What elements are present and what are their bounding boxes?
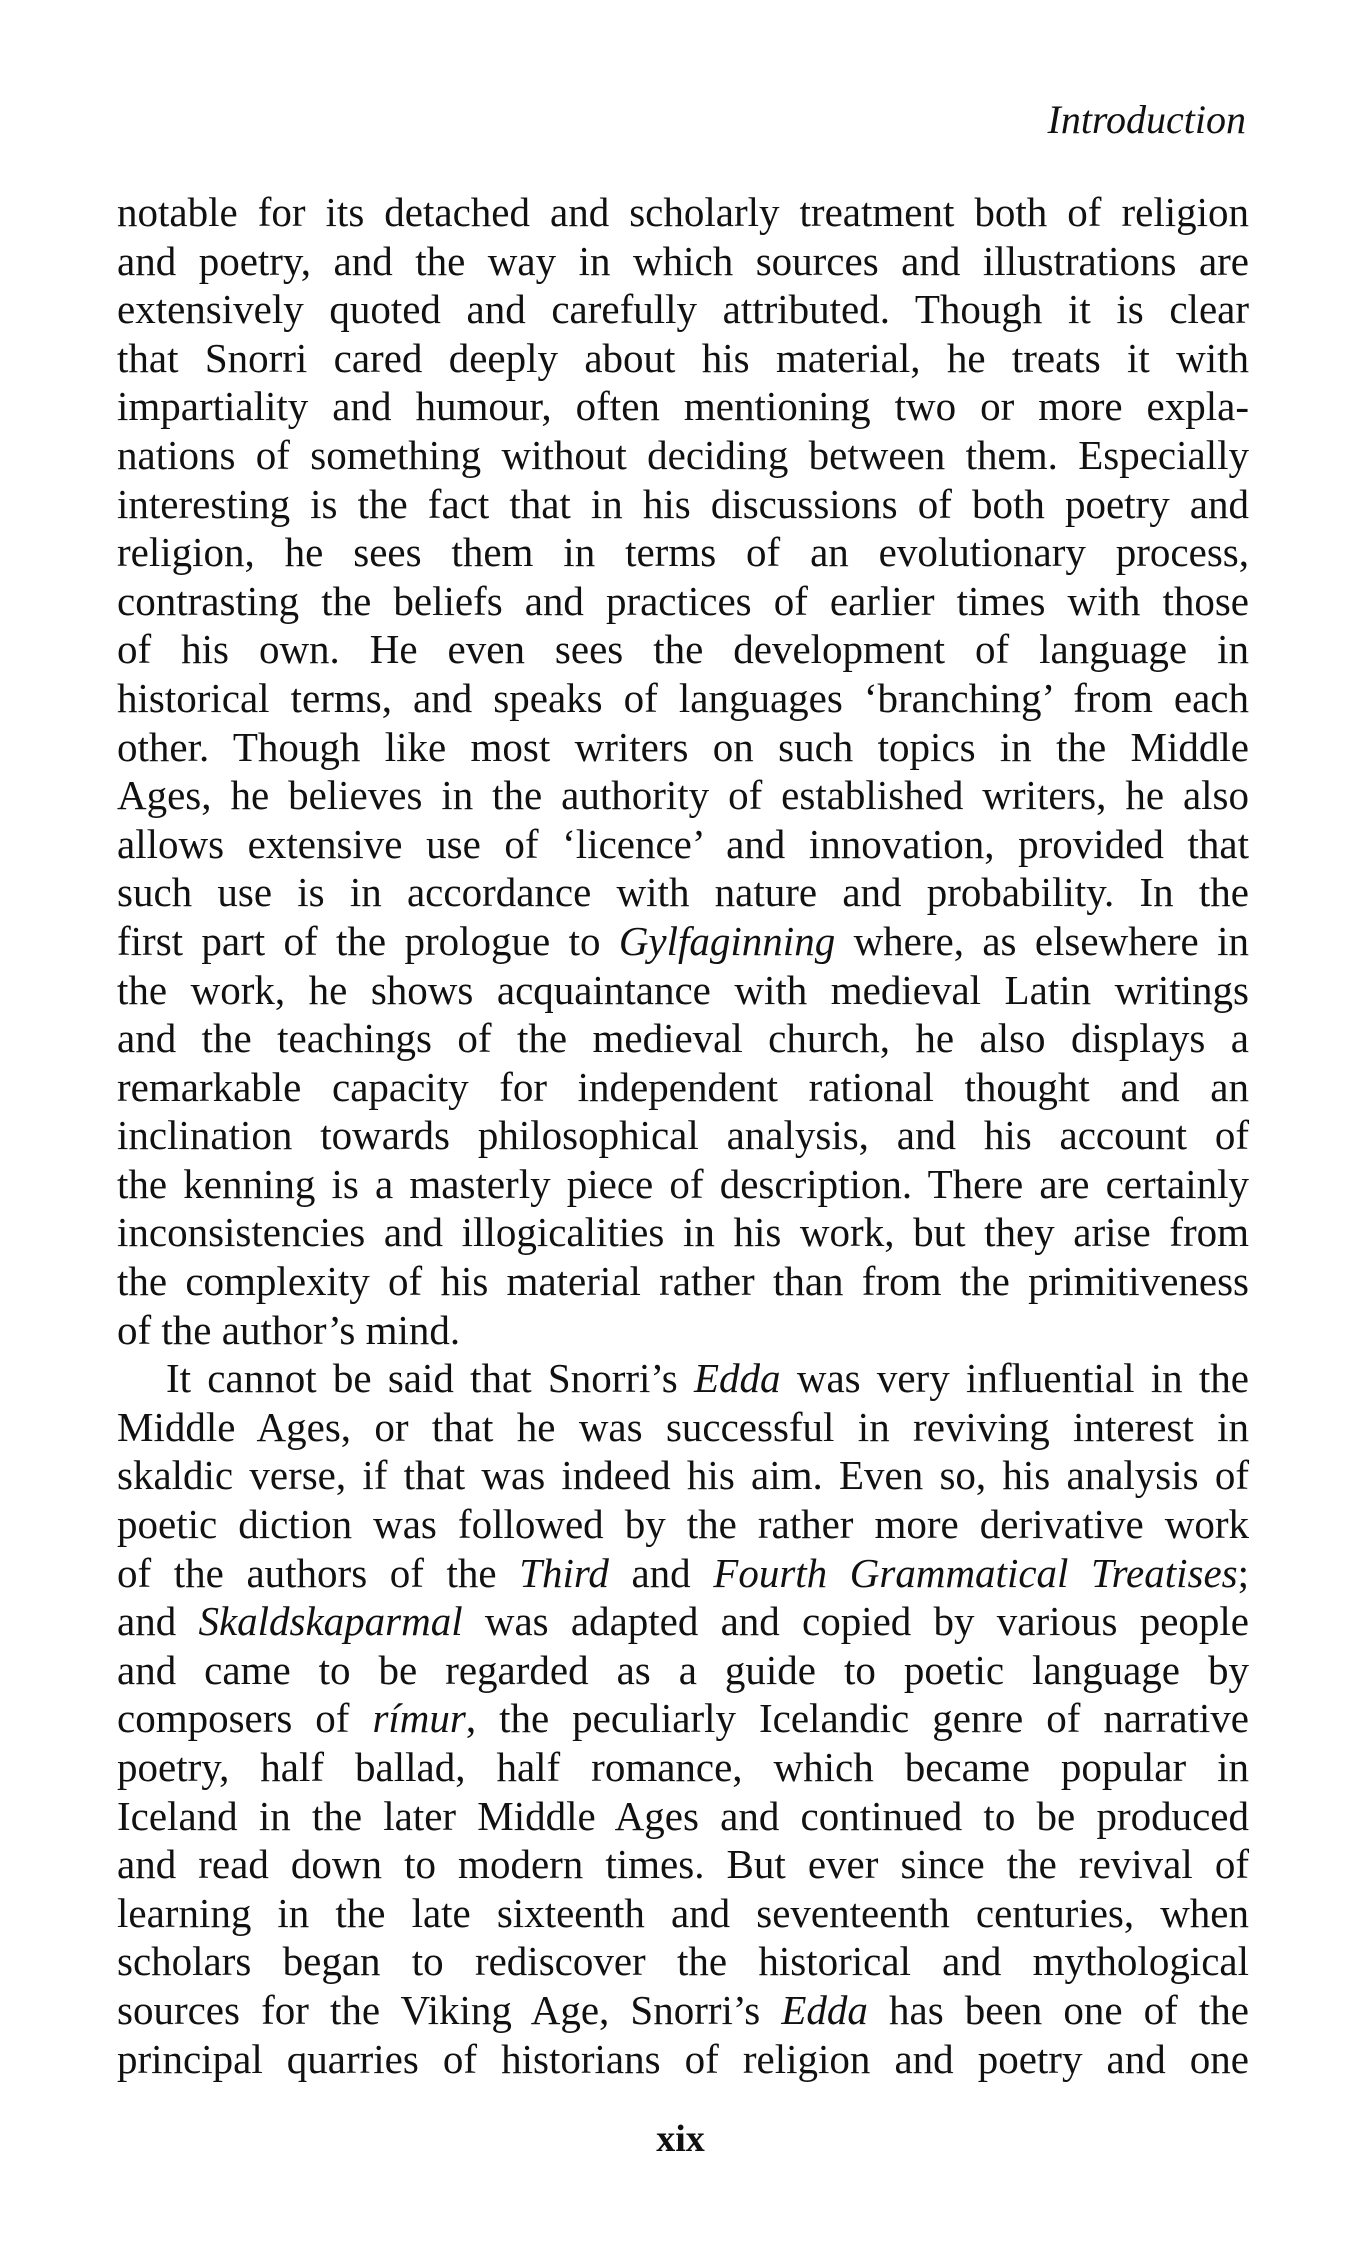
text-line xyxy=(117,1986,1249,2035)
text-line: historical terms, and speaks of languages ‘branching’ from each xyxy=(117,674,1249,721)
text-line: and came to be regarded as a guide to poetic language by xyxy=(117,1646,1249,1693)
text-line: Iceland in the later Middle Ages and continued to be produced xyxy=(117,1792,1249,1839)
text-line: that Snorri cared deeply about his material, he treats it with xyxy=(117,334,1249,381)
work-title: Gylfaginning xyxy=(618,917,836,964)
text-segment: of the authors of the xyxy=(117,1549,520,1596)
text-line: and read down to modern times. But ever since the revival of xyxy=(117,1841,1249,1888)
text-line xyxy=(117,1694,1249,1743)
text-line: the work, he shows acquaintance with medieval Latin writings xyxy=(117,966,1249,1013)
text-segment: , the peculiarly Icelandic genre of narrative xyxy=(465,1695,1249,1742)
text-segment: and xyxy=(608,1549,714,1596)
text-line: allows extensive use of ‘licence’ and innovation, provided that xyxy=(117,820,1249,867)
text-segment: composers of xyxy=(117,1695,373,1742)
text-line: and poetry, and the way in which sources and illustrations are xyxy=(117,237,1249,284)
text-segment: ; xyxy=(1237,1549,1250,1596)
text-line xyxy=(117,917,1249,966)
text-line: poetry, half ballad, half romance, which became popular in xyxy=(117,1744,1249,1790)
text-line: learning in the late sixteenth and seventeenth centuries, when xyxy=(117,1889,1249,1936)
text-line: impartiality and humour, often mentioning two or more expla- xyxy=(117,383,1249,430)
text-line: contrasting the beliefs and practices of earlier times with those xyxy=(117,577,1249,624)
work-title: rímur xyxy=(372,1695,466,1742)
text-line: Ages, he believes in the authority of established writers, he also xyxy=(117,772,1249,819)
text-line: other. Though like most writers on such topics in the Middle xyxy=(117,723,1249,770)
text-line: such use is in accordance with nature and probability. In the xyxy=(117,869,1249,916)
text-line: extensively quoted and carefully attributed. Though it is clear xyxy=(117,286,1249,333)
text-line xyxy=(117,1354,1249,1403)
text-segment: first part of the prologue to xyxy=(117,917,619,964)
text-segment: and xyxy=(117,1598,199,1645)
work-title: Skaldskaparmal xyxy=(198,1598,463,1645)
text-line: inclination towards philosophical analysis, and his account of xyxy=(117,1112,1249,1159)
text-line: interesting is the fact that in his discussions of both poetry and xyxy=(117,480,1249,527)
work-title: Edda xyxy=(694,1355,781,1402)
text-line: nations of something without deciding between them. Especially xyxy=(117,431,1249,478)
text-line: of his own. He even sees the development of language in xyxy=(117,626,1249,673)
text-line: notable for its detached and scholarly treatment both of religion xyxy=(117,189,1249,235)
work-title: Edda xyxy=(781,1986,868,2033)
text-line: scholars began to rediscover the historical and mythological xyxy=(117,1938,1249,1985)
text-line: the kenning is a masterly piece of description. There are certainly xyxy=(117,1160,1249,1207)
text-segment: has been one of the xyxy=(867,1986,1249,2033)
text-line: Middle Ages, or that he was successful in reviving interest in xyxy=(117,1403,1249,1450)
page-number: xix xyxy=(656,2118,705,2160)
text-line: and the teachings of the medieval church, he also displays a xyxy=(117,1015,1249,1062)
text-line: principal quarries of historians of religion and poetry and one xyxy=(117,2035,1249,2082)
text-line: remarkable capacity for independent rational thought and an xyxy=(117,1063,1249,1110)
text-segment: was very influential in the xyxy=(780,1355,1249,1402)
text-segment: was adapted and copied by various people xyxy=(462,1598,1249,1645)
text-line: religion, he sees them in terms of an evolutionary process, xyxy=(117,529,1249,576)
text-line: poetic diction was followed by the rather more derivative work xyxy=(117,1501,1249,1548)
text-line: inconsistencies and illogicalities in his work, but they arise from xyxy=(117,1209,1249,1256)
text-line: of the author’s mind. xyxy=(117,1306,461,1353)
work-title: Fourth Grammatical Treatises xyxy=(713,1549,1238,1596)
body-text xyxy=(117,188,1249,2083)
text-line xyxy=(117,1597,1249,1646)
text-segment: It cannot be said that Snorri’s xyxy=(166,1355,695,1402)
text-line: the complexity of his material rather than from the primitiveness xyxy=(117,1258,1249,1305)
text-line xyxy=(117,1549,1249,1598)
text-segment: where, as elsewhere in xyxy=(835,917,1249,964)
text-line: skaldic verse, if that was indeed his aim. Even so, his analysis of xyxy=(117,1452,1249,1499)
work-title: Third xyxy=(519,1549,609,1596)
text-segment: sources for the Viking Age, Snorri’s xyxy=(117,1986,782,2033)
running-head: Introduction xyxy=(1047,97,1246,142)
